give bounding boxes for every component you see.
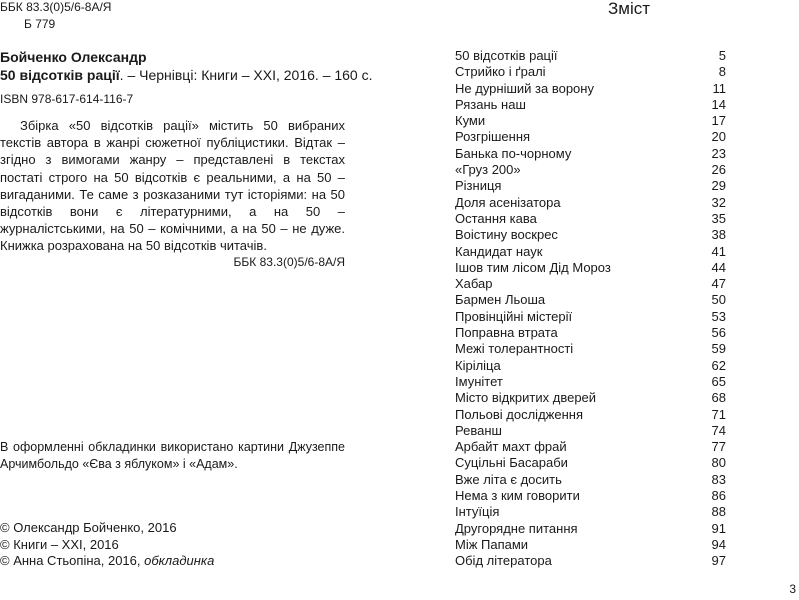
author-mark: Б 779 xyxy=(24,17,56,31)
toc-entry-title: «Груз 200» xyxy=(455,162,521,178)
toc-entry-page: 97 xyxy=(711,553,726,569)
toc-entry xyxy=(455,439,726,455)
toc-entry-title: Нема з ким говорити xyxy=(455,488,580,504)
toc-entry-title: Обід літератора xyxy=(455,553,552,569)
toc-entry-page: 68 xyxy=(711,390,726,406)
toc-entry-title: Польові дослідження xyxy=(455,406,583,422)
toc-entry xyxy=(455,211,726,227)
bbk-classification: ББК 83.3(0)5/6-8А/Я xyxy=(0,0,112,14)
toc-entry-title: Імунітет xyxy=(455,373,503,389)
toc-entry-page: 32 xyxy=(711,194,726,210)
toc-entry-title: Розгрішення xyxy=(455,129,531,145)
toc-entry-page: 20 xyxy=(711,129,726,145)
toc-entry xyxy=(455,195,726,211)
toc-entry-page: 50 xyxy=(711,292,726,308)
toc-entry-page: 53 xyxy=(711,308,726,324)
toc-entry-page: 86 xyxy=(711,488,726,504)
toc-entry-page: 71 xyxy=(711,406,726,422)
toc-entry-page: 26 xyxy=(711,162,726,178)
toc-entry xyxy=(455,178,726,194)
toc-entry-page: 62 xyxy=(711,357,726,373)
toc-entry xyxy=(455,472,726,488)
toc-entry-page: 94 xyxy=(711,536,726,552)
toc-entry-page: 41 xyxy=(711,243,726,259)
toc-entry xyxy=(455,455,726,471)
toc-entry-page: 77 xyxy=(711,439,726,455)
publication-details: . – Чернівці: Книги – XXI, 2016. – 160 с. xyxy=(119,67,373,83)
toc-entry xyxy=(455,260,726,276)
toc-entry-page: 56 xyxy=(711,325,726,341)
copyright-line: © Олександр Бойченко, 2016 xyxy=(0,520,177,535)
toc-entry-title: Арбайт махт фрай xyxy=(455,439,567,455)
toc-entry xyxy=(455,553,726,569)
toc-entry xyxy=(455,244,726,260)
toc-entry xyxy=(455,423,726,439)
toc-entry-page: 14 xyxy=(711,96,726,112)
toc-entry xyxy=(455,537,726,553)
toc-entry-page: 44 xyxy=(711,259,726,275)
toc-entry-title: Реванш xyxy=(455,422,502,438)
contents-page xyxy=(400,0,799,600)
toc-entry-page: 88 xyxy=(711,504,726,520)
toc-entry xyxy=(455,292,726,308)
toc-entry xyxy=(455,521,726,537)
copyright-line: © Книги – XXI, 2016 xyxy=(0,536,119,552)
toc-entry-page: 38 xyxy=(711,227,726,243)
toc-entry-title: Різниця xyxy=(455,178,502,194)
bibliographic-line xyxy=(0,66,373,84)
toc-entry-page: 59 xyxy=(711,341,726,357)
toc-entry-page: 74 xyxy=(711,422,726,438)
toc-entry-title: Остання кава xyxy=(455,210,537,226)
toc-entry xyxy=(455,325,726,341)
toc-entry-title: Куми xyxy=(455,113,486,129)
page-number: 3 xyxy=(789,582,796,596)
toc-entry-title: Кандидат наук xyxy=(455,243,543,259)
toc-entry-page: 8 xyxy=(718,64,726,80)
toc-entry-title: Поправна втрата xyxy=(455,325,558,341)
toc-entry-title: 50 відсотків рації xyxy=(455,48,558,63)
toc-entry xyxy=(455,162,726,178)
cover-credit-note: В оформленні обкладинки використано картини Джузеппе Арчимбольдо «Єва з яблуком» і «Адам». xyxy=(0,440,345,471)
toc-entry xyxy=(455,341,726,357)
toc-entry xyxy=(455,407,726,423)
copyright-block xyxy=(0,520,214,570)
toc-entry-title: Інтуїція xyxy=(455,504,500,520)
contents-title: Зміст xyxy=(608,0,651,18)
copyright-line: © Анна Стьопіна, 2016, обкладинка xyxy=(0,553,215,568)
toc-entry-page: 91 xyxy=(711,520,726,536)
toc-entry-page: 29 xyxy=(711,178,726,194)
toc-entry-page: 11 xyxy=(712,80,726,96)
toc-entry-title: Кіріліца xyxy=(455,357,501,373)
book-summary: Збірка «50 відсотків рації» містить 50 вибраних текстів автора в жанрі сюжетної публіцистики. Відтак – згідно з вимогами жанру – представлені в текстах постаті строго на 50 відсотків є реальними, а на 50 – вигаданими. Те саме з розказаними тут історіями: на 50 відсотків вони є літературними, а на 50 – журналістськими, на 50 – комічними, а на 50 – не дуже. Книжка розрахована на 50 відсотків читачів. xyxy=(0,118,345,254)
toc-entry xyxy=(455,276,726,292)
toc-entry-title: Хабар xyxy=(455,276,493,292)
toc-entry xyxy=(455,81,726,97)
toc-entry-title: Банька по-чорному xyxy=(455,145,572,161)
toc-entry-title: Рязань наш xyxy=(455,96,526,112)
book-title: 50 відсотків рації xyxy=(0,67,120,83)
toc-entry-title: Суцільні Басараби xyxy=(455,455,568,471)
toc-entry-title: Бармен Льоша xyxy=(455,292,546,308)
bbk-classification-bottom: ББК 83.3(0)5/6-8А/Я xyxy=(233,255,345,269)
toc-entry xyxy=(455,113,726,129)
toc-entry-page: 83 xyxy=(711,471,726,487)
toc-entry-page: 5 xyxy=(718,48,726,63)
toc-entry xyxy=(455,390,726,406)
toc-entry-title: Другорядне питання xyxy=(455,520,578,536)
toc-entry-title: Стрийко і ґралі xyxy=(455,64,546,80)
author-name: Бойченко Олександр xyxy=(0,49,147,65)
toc-entry xyxy=(455,488,726,504)
toc-entry-title: Доля асенізатора xyxy=(455,194,561,210)
toc-entry-page: 23 xyxy=(711,145,726,161)
toc-entry-page: 17 xyxy=(711,113,726,129)
toc-entry-title: Ішов тим лісом Дід Мороз xyxy=(455,259,611,275)
toc-entry xyxy=(455,64,726,80)
toc-entry-title: Межі толерантності xyxy=(455,341,574,357)
toc-entry xyxy=(455,97,726,113)
toc-entry-title: Воістину воскрес xyxy=(455,227,558,243)
toc-entry xyxy=(455,129,726,145)
toc-entry-title: Не дурніший за ворону xyxy=(455,80,594,96)
toc-entry-title: Провінційні містерії xyxy=(455,308,573,324)
isbn: ISBN 978-617-614-116-7 xyxy=(0,92,134,106)
toc-entry-title: Вже літа є досить xyxy=(455,471,562,487)
toc-entry-page: 65 xyxy=(711,373,726,389)
toc-entry-page: 35 xyxy=(711,210,726,226)
toc-entry-page: 80 xyxy=(711,455,726,471)
table-of-contents xyxy=(455,48,726,570)
toc-entry xyxy=(455,309,726,325)
toc-entry-page: 47 xyxy=(711,276,726,292)
toc-entry xyxy=(455,146,726,162)
toc-entry-title: Між Папами xyxy=(455,536,529,552)
toc-entry xyxy=(455,504,726,520)
toc-entry xyxy=(455,227,726,243)
toc-entry xyxy=(455,358,726,374)
toc-entry-title: Місто відкритих дверей xyxy=(455,390,597,406)
toc-entry xyxy=(455,374,726,390)
toc-entry xyxy=(455,48,726,64)
